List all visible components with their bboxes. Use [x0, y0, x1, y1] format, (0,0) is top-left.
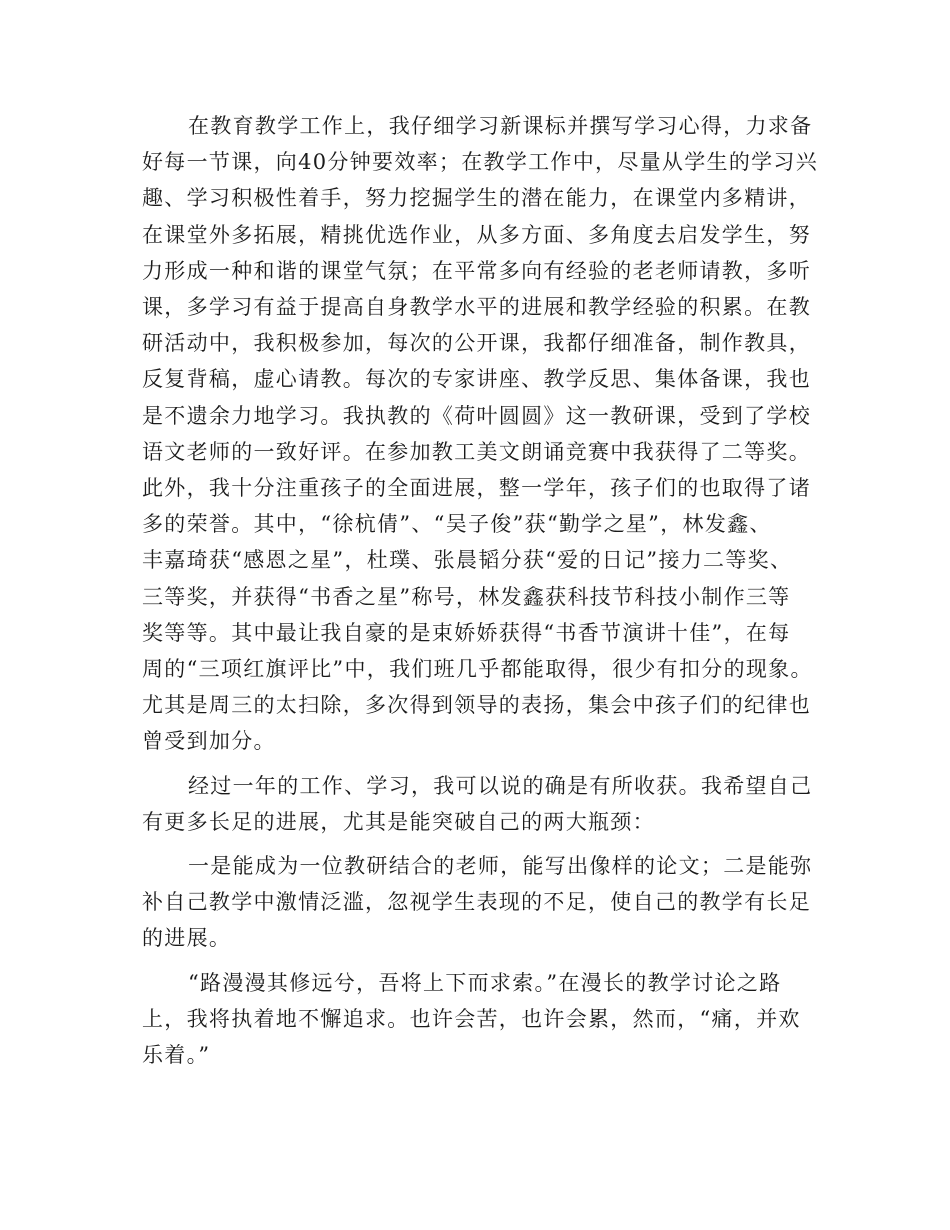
paragraph-harvest: [142, 768, 813, 840]
paragraph-teaching-work: [142, 108, 819, 760]
text-line: 反复背稿，虚心请教。每次的专家讲座、教学反思、集体备课，我也: [142, 367, 811, 392]
text-line: 经过一年的工作、学习，我可以说的确是有所收获。我希望自己: [188, 773, 813, 798]
text-line: 语文老师的一致好评。在参加教工美文朗诵竞赛中我获得了二等奖。: [142, 439, 811, 464]
text-line: 课，多学习有益于提高自身教学水平的进展和教学经验的积累。在教: [142, 295, 811, 320]
paragraph-goals: [142, 848, 813, 957]
text-line: 研活动中，我积极参加，每次的公开课，我都仔细准备，制作教具，: [142, 331, 811, 356]
text-line: 多的荣誉。其中，“徐杭倩”、“吴子俊”获“勤学之星”，林发鑫、: [142, 512, 772, 537]
text-line: 在课堂外多拓展，精挑优选作业，从多方面、多角度去启发学生，努: [142, 222, 811, 247]
text-line: “路漫漫其修远兮，吾将上下而求索。”在漫长的教学讨论之路: [188, 970, 782, 995]
text-line: 好每一节课，向40分钟要效率；在教学工作中，尽量从学生的学习兴: [142, 150, 819, 175]
paragraph-spacing: [142, 840, 810, 848]
text-line: 奖等等。其中最让我自豪的是束娇娇获得“书香节演讲十佳”，在每: [142, 620, 791, 645]
paragraph-spacing: [142, 760, 810, 768]
text-line: 的进展。: [142, 926, 232, 951]
text-line: 三等奖，并获得“书香之星”称号，林发鑫获科技节科技小制作三等: [142, 584, 791, 609]
text-line: 曾受到加分。: [142, 729, 276, 754]
paragraph-closing-quote: [142, 965, 810, 1074]
text-line: 有更多长足的进展，尤其是能突破自己的两大瓶颈：: [142, 809, 655, 834]
text-line: 是不遗余力地学习。我执教的《荷叶圆圆》这一教研课，受到了学校: [142, 403, 811, 428]
paragraph-spacing: [142, 957, 810, 965]
text-line: 趣、学习积极性着手，努力挖掘学生的潜在能力，在课堂内多精讲，: [142, 186, 811, 211]
text-line: 尤其是周三的太扫除，多次得到领导的表扬，集会中孩子们的纪律也: [142, 693, 811, 718]
text-line: 一是能成为一位教研结合的老师，能写出像样的论文；二是能弥: [188, 854, 813, 879]
text-line: 上，我将执着地不懈追求。也许会苦，也许会累，然而，“痛，并欢: [142, 1006, 801, 1031]
document-body: [142, 108, 819, 1073]
text-line: 乐着。”: [142, 1043, 211, 1068]
text-line: 力形成一种和谐的课堂气氛；在平常多向有经验的老老师请教，多听: [142, 258, 811, 283]
text-line: 周的“三项红旗评比”中，我们班几乎都能取得，很少有扣分的现象。: [142, 657, 813, 682]
text-line: 补自己教学中激情泛滥，忽视学生表现的不足，使自己的教学有长足: [142, 890, 811, 915]
text-line: 此外，我十分注重孩子的全面进展，整一学年，孩子们的也取得了诸: [142, 476, 811, 501]
text-line: 在教育教学工作上，我仔细学习新课标并撰写学习心得，力求备: [188, 114, 813, 138]
text-line: 丰嘉琦获“感恩之星”，杜璞、张晨韬分获“爱的日记”接力二等奖、: [142, 548, 793, 573]
